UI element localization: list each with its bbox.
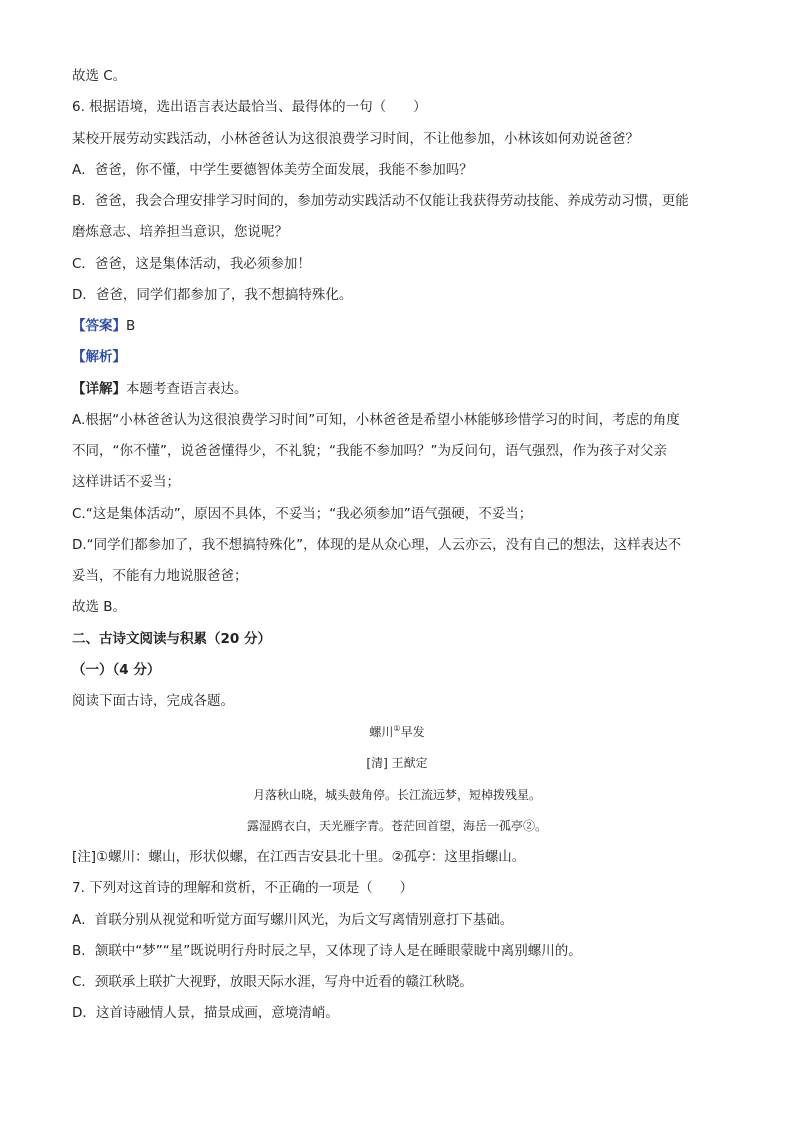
question-7-stem: 7. 下列对这首诗的理解和赏析，不正确的一项是（ ）	[72, 880, 414, 896]
analysis-a-line3: 这样讲话不妥当；	[72, 474, 180, 490]
analysis-d-line2: 妥当，不能有力地说服爸爸；	[72, 568, 248, 584]
analysis-c: C.“这是集体活动”，原因不具体，不妥当；“我必须参加”语气强硬，不妥当；	[72, 506, 533, 522]
q7-option-a: A．首联分别从视觉和听觉方面写螺川风光，为后文写离情别意打下基础。	[72, 912, 514, 928]
analysis-tag: 【解析】	[72, 349, 126, 365]
poem-line-1: 月落秋山晓，城头鼓角停。长江流远梦，短棹拨残星。	[252, 788, 541, 802]
q7-option-c: C．颈联承上联扩大视野，放眼天际水涯，写舟中近看的赣江秋晓。	[72, 974, 473, 990]
section-heading: 二、古诗文阅读与积累（20 分）	[72, 631, 271, 647]
answer-tag: 【答案】	[72, 318, 126, 334]
question-6-stem: 6. 根据语境，选出语言表达最恰当、最得体的一句（ ）	[72, 99, 427, 115]
q7-option-d: D．这首诗融情人景，描景成画，意境清峭。	[72, 1005, 339, 1021]
detail-row	[72, 379, 248, 399]
poem-author: [清] 王猷定	[366, 756, 428, 770]
poem-footnote-mark: ①	[393, 724, 401, 733]
q7-option-b: B．颔联中“梦”“星”既说明行舟时辰之早，又体现了诗人是在睡眼蒙眬中离别螺川的。	[72, 943, 582, 959]
conclusion-c: 故选 C。	[72, 68, 127, 84]
option-a: A．爸爸，你不懂，中学生要德智体美劳全面发展，我能不参加吗？	[72, 162, 473, 178]
analysis-a-line2: 不同，“你不懂”，说爸爸懂得少，不礼貌；“我能不参加吗？”为反问句，语气强烈，作为孩子对父亲	[72, 443, 667, 459]
option-b-line2: 磨炼意志、培养担当意识，您说呢？	[72, 224, 288, 240]
poem-notes: [注]①螺川：螺山，形状似螺，在江西吉安县北十里。②孤亭：这里指螺山。	[72, 849, 526, 865]
question-6-context: 某校开展劳动实践活动，小林爸爸认为这很浪费学习时间，不让他参加，小林该如何劝说爸爸？	[72, 131, 639, 147]
subsection-heading: （一）（4 分）	[72, 662, 161, 678]
poem-title-part2: 早发	[400, 725, 425, 739]
detail-tag: 【详解】	[72, 381, 126, 397]
option-d: D．爸爸，同学们都参加了，我不想搞特殊化。	[72, 287, 353, 303]
option-c: C．爸爸，这是集体活动，我必须参加！	[72, 256, 311, 272]
answer-row	[72, 316, 135, 336]
conclusion-b: 故选 B。	[72, 599, 127, 615]
poem-line-2: 露湿鸥衣白，天光雁字青。苍茫回首望，海岳一孤亭②。	[246, 819, 547, 833]
analysis-d-line1: D.“同学们都参加了，我不想搞特殊化”，体现的是从众心理，人云亦云，没有自己的想法，这样表达不	[72, 537, 682, 553]
analysis-a-line1: A.根据“小林爸爸认为这很浪费学习时间”可知，小林爸爸是希望小林能够珍惜学习的时间，考虑的角度	[72, 412, 680, 428]
detail-text: 本题考查语言表达。	[126, 381, 248, 397]
reading-instruction: 阅读下面古诗，完成各题。	[72, 693, 234, 709]
answer-value: B	[126, 318, 136, 334]
poem-title-part1: 螺川	[369, 725, 394, 739]
analysis-row	[72, 347, 126, 367]
option-b-line1: B．爸爸，我会合理安排学习时间的，参加劳动实践活动不仅能让我获得劳动技能、养成劳动习惯，更能	[72, 193, 689, 209]
poem-title	[0, 723, 794, 741]
